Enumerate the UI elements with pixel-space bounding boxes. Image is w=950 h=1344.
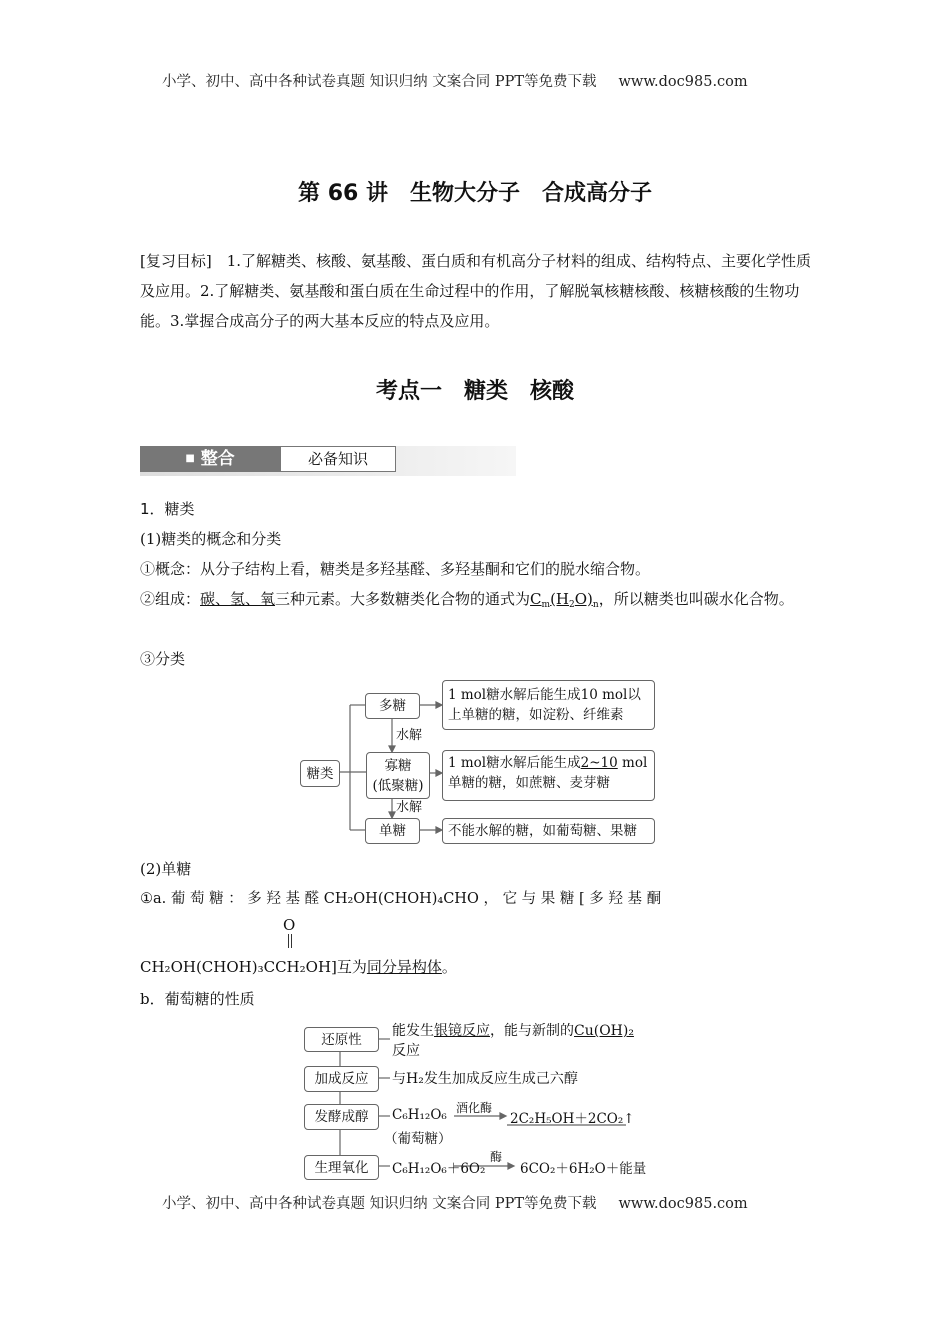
header-text: 小学、初中、高中各种试卷真题 知识归纳 文案合同 PPT等免费下载	[162, 74, 597, 90]
fructose-line	[140, 952, 812, 982]
t: ]互为	[331, 958, 367, 976]
t: 能发生	[392, 1023, 434, 1039]
oligo-description	[442, 750, 655, 801]
comp-elements: 碳、氢、氧	[200, 590, 276, 608]
node-polysaccharide: 多糖	[365, 693, 420, 719]
fermentation-catalyst: 酒化酶	[456, 1101, 493, 1115]
t: 1 mol糖水解后能生成	[448, 755, 581, 771]
prop-reducing: 还原性	[304, 1027, 379, 1052]
f: (H	[550, 590, 570, 608]
f: m	[541, 600, 551, 610]
section-title: 考点一 糖类 核酸	[375, 379, 574, 404]
footer-text: 小学、初中、高中各种试卷真题 知识归纳 文案合同 PPT等免费下载	[162, 1196, 597, 1212]
t: 银镜反应	[434, 1023, 490, 1039]
node-oligosaccharide	[366, 752, 430, 799]
subheading-monosaccharide: (2)单糖	[140, 860, 192, 878]
f: C	[530, 590, 542, 608]
t: Cu(OH)₂	[574, 1023, 634, 1039]
fermentation-note: （葡萄糖）	[384, 1131, 452, 1147]
f: 2	[569, 600, 575, 610]
poly-description: 1 mol糖水解后能生成10 mol以上单糖的糖，如淀粉、纤维素	[442, 680, 655, 730]
goals-text: 1.了解糖类、核酸、氨基酸、蛋白质和有机高分子材料的组成、结构特点、主要化学性质及应用。2.了解糖类、氨基酸和蛋白质在生命过程中的作用，了解脱氧核糖核酸、核糖核酸的生物功能。3.掌握合成高分子的两大基本反应的特点及应用。	[140, 252, 812, 330]
goals-label: [复习目标]	[140, 252, 212, 270]
concept-text: ①概念：从分子结构上看，糖类是多羟基醛、多羟基酮和它们的脱水缩合物。	[140, 560, 651, 578]
t: mol单糖的糖，如蔗糖、麦芽糖	[448, 755, 648, 791]
glucose-properties-heading: b．葡萄糖的性质	[140, 990, 255, 1008]
prop-fermentation: 发酵成醇	[304, 1104, 379, 1130]
hydrolysis-label: 水解	[396, 728, 423, 743]
fructose-formula: CH₂OH(CHOH)₃CCH₂OH	[140, 958, 332, 976]
node-monosaccharide: 单糖	[365, 818, 420, 844]
f: n	[592, 600, 599, 610]
f: O)	[574, 590, 593, 608]
heading-sugars: 1．糖类	[140, 500, 195, 518]
comp-suffix: ，所以糖类也叫碳水化合物。	[598, 590, 794, 608]
square-icon: ■	[185, 453, 195, 464]
addition-desc: 与H₂发生加成反应生成己六醇	[392, 1071, 578, 1087]
node-sugars: 糖类	[300, 760, 340, 787]
t: 2~10	[580, 755, 618, 771]
classify-label: ③分类	[140, 650, 186, 668]
page-title: 第 66 讲 生物大分子 合成高分子	[298, 181, 652, 206]
mono-description: 不能水解的糖，如葡萄糖、果糖	[442, 818, 655, 844]
footer-url: www.doc985.com	[618, 1196, 748, 1212]
double-bond	[288, 934, 292, 948]
fermentation-product: 2C₂H₅OH＋2CO₂↑	[510, 1111, 635, 1127]
isomer-term: 同分异构体	[366, 958, 442, 976]
comp-prefix: ②组成：	[140, 590, 201, 608]
subheading: (1)糖类的概念和分类	[140, 530, 282, 548]
prop-oxidation: 生理氧化	[304, 1155, 379, 1180]
hydrolysis-label: 水解	[396, 800, 423, 815]
page-footer	[162, 1192, 748, 1213]
comp-mid: 三种元素。大多数糖类化合物的通式为	[275, 590, 531, 608]
carbonyl-oxygen: O	[283, 916, 296, 934]
t: 。	[441, 958, 457, 976]
banner-left-text: 整合	[200, 449, 235, 469]
fermentation-reactant: C₆H₁₂O₆	[392, 1107, 447, 1123]
oxidation-product: 6CO₂＋6H₂O＋能量	[520, 1161, 647, 1177]
prop-addition: 加成反应	[304, 1066, 379, 1092]
oxidation-catalyst: 酶	[490, 1150, 503, 1164]
t: 反应	[392, 1043, 420, 1059]
oligo-label: 寡糖	[384, 757, 412, 774]
banner-right: 必备知识	[280, 446, 396, 472]
header-url: www.doc985.com	[618, 74, 748, 90]
reducing-desc	[392, 1021, 662, 1061]
oxidation-reactant: C₆H₁₂O₆＋6O₂	[392, 1161, 486, 1177]
glucose-text: ①a. 葡 萄 糖 ： 多 羟 基 醛 CH₂OH(CHOH)₄CHO ， 它 与 果 糖 [ 多 羟 基 酮	[140, 891, 662, 907]
t: ，能与新制的	[490, 1023, 574, 1039]
oligo-alt-label: (低聚糖)	[372, 777, 424, 794]
